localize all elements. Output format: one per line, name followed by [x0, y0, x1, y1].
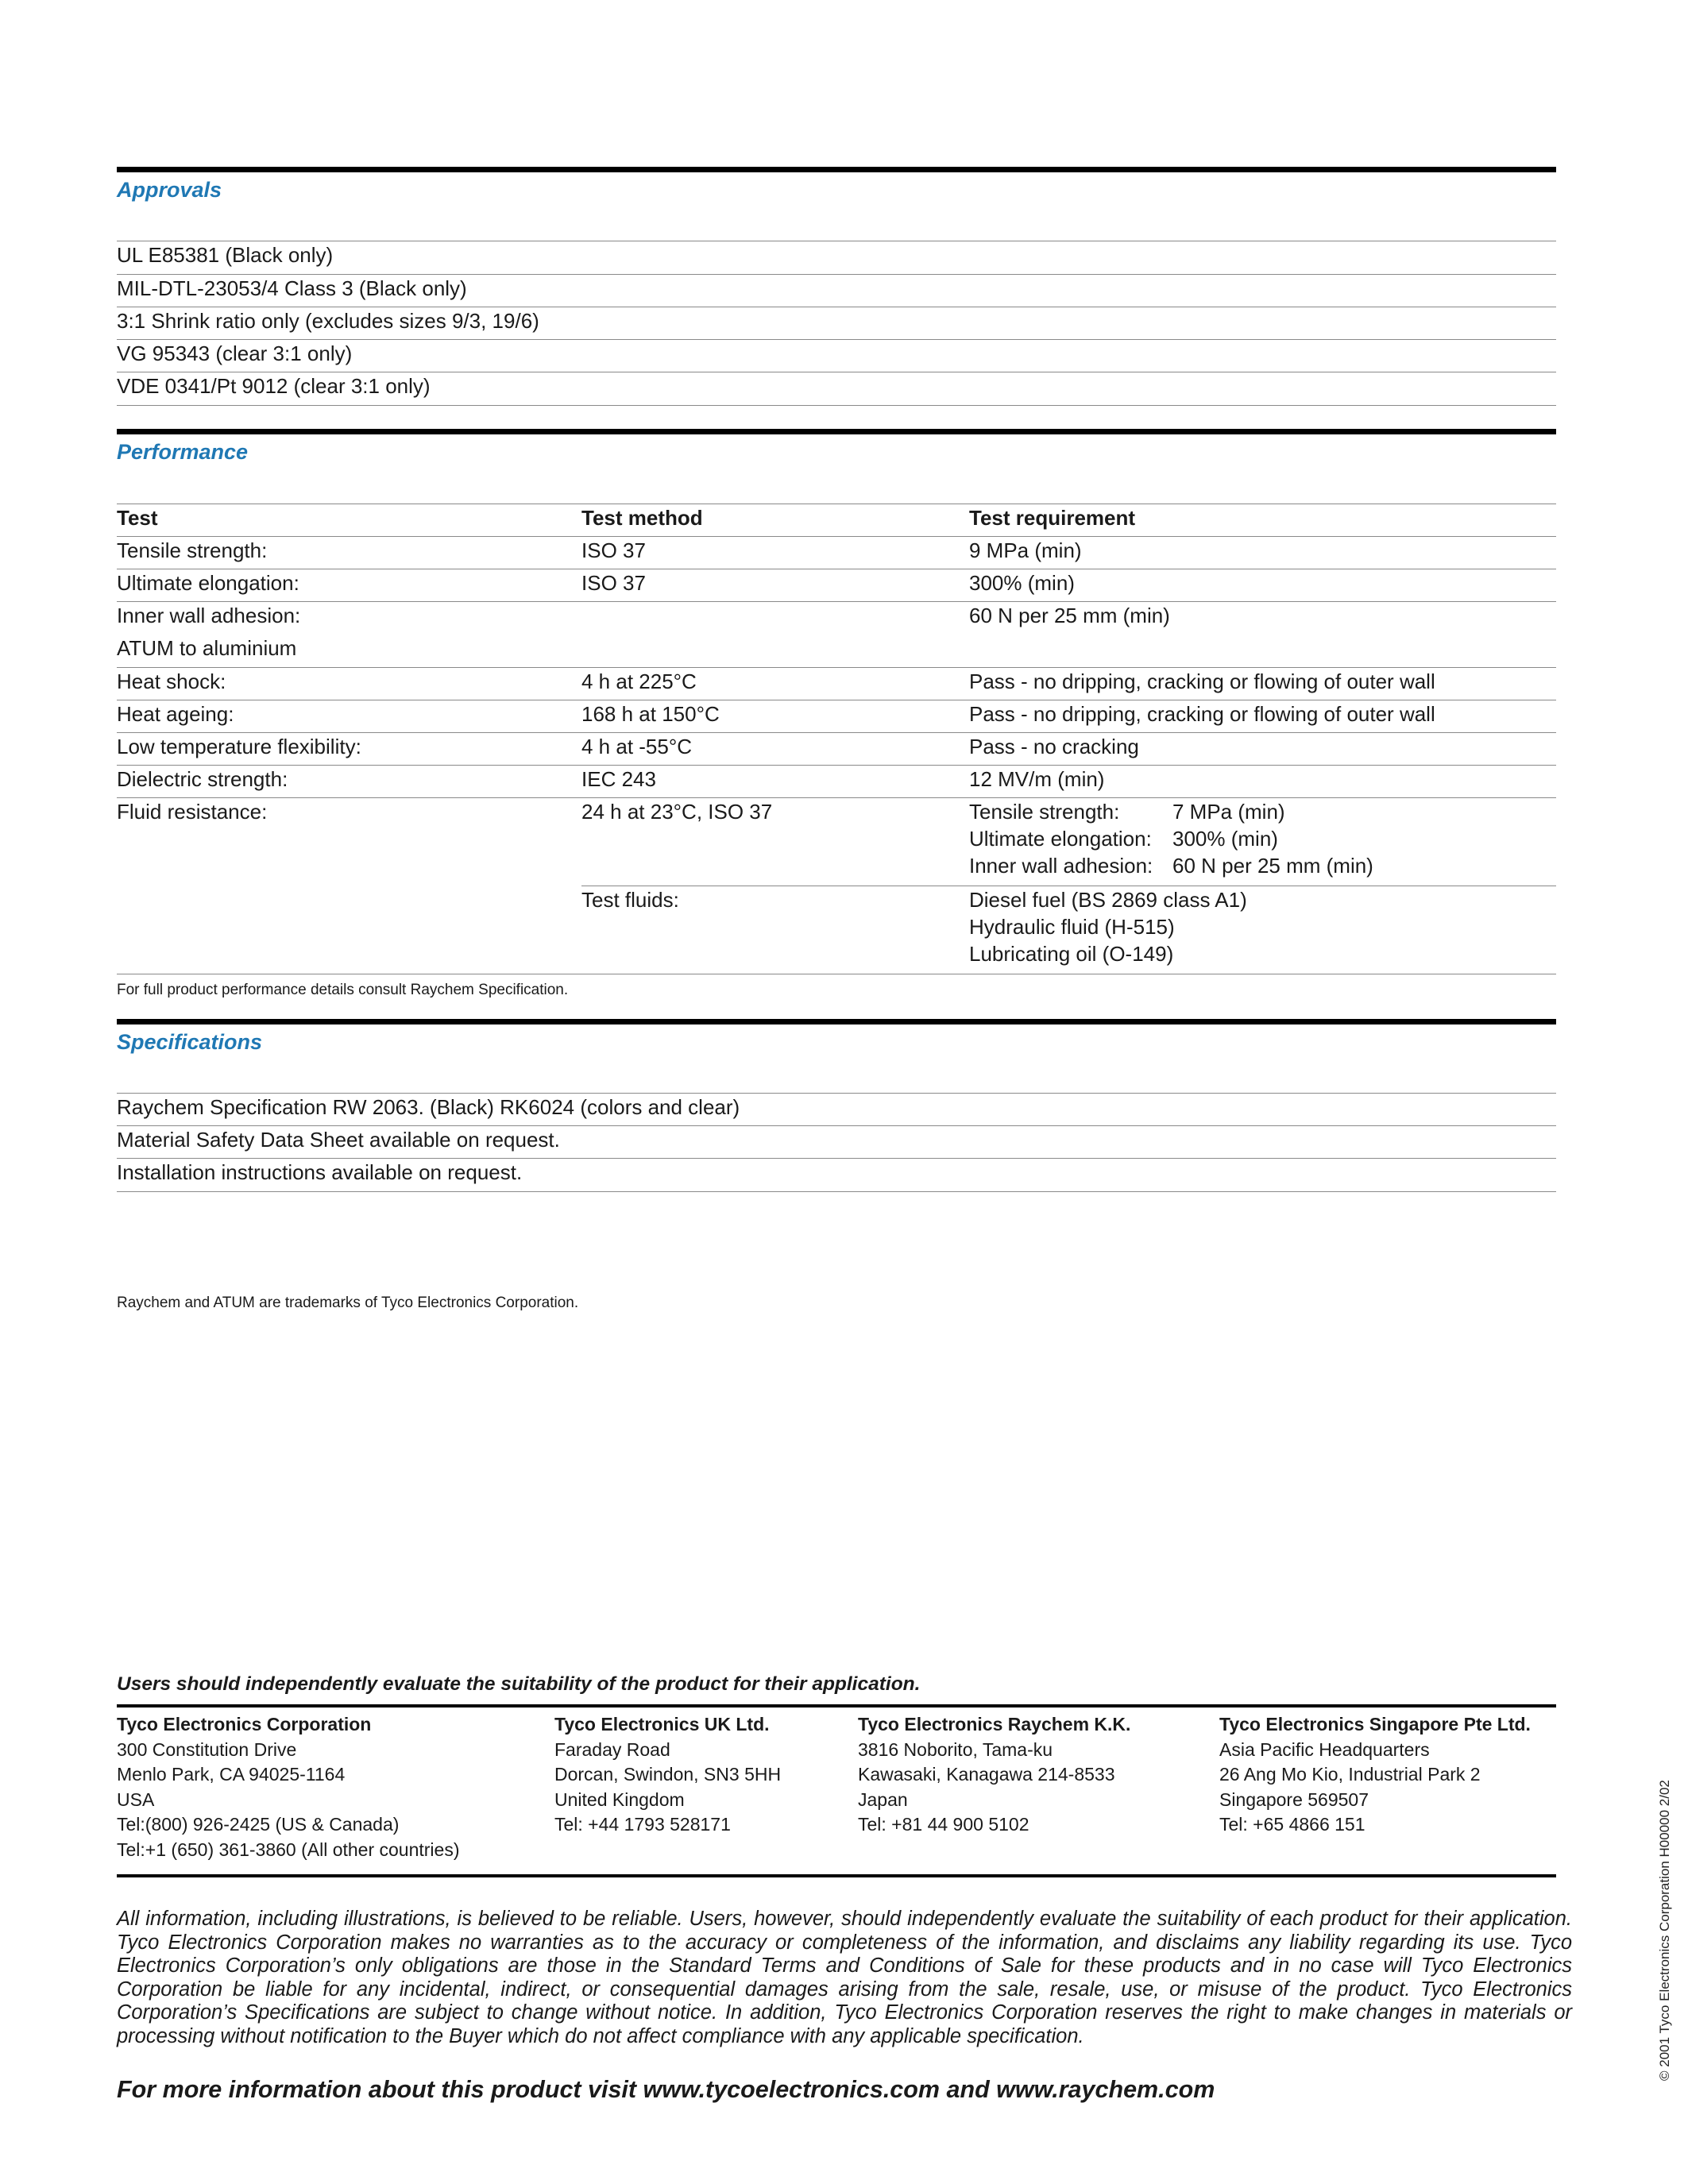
row-test: Low temperature flexibility:: [117, 735, 361, 758]
approval-item: UL E85381 (Black only): [117, 243, 334, 267]
footer-rule: [117, 1704, 1556, 1707]
fluid-requirement-label: Tensile strength:: [969, 800, 1120, 824]
approvals-rule: [117, 167, 1556, 172]
fluid-item: Hydraulic fluid (H-515): [969, 915, 1175, 939]
specifications-heading: Specifications: [117, 1030, 263, 1054]
fluids-label: Test fluids:: [581, 888, 679, 912]
fluid-item: Lubricating oil (O-149): [969, 942, 1174, 966]
office-line: Tel: +44 1793 528171: [554, 1814, 731, 1835]
trademark-note: Raychem and ATUM are trademarks of Tyco Electronics Corporation.: [117, 1295, 579, 1311]
office-name: Tyco Electronics Raychem K.K.: [858, 1714, 1131, 1734]
row-test: Inner wall adhesion:: [117, 604, 301, 627]
office-name: Tyco Electronics UK Ltd.: [554, 1714, 770, 1734]
row-method: ISO 37: [581, 571, 646, 595]
row-requirement: Pass - no cracking: [969, 735, 1139, 758]
row-test: Tensile strength:: [117, 538, 268, 562]
row-test: Heat shock:: [117, 669, 226, 693]
fluid-requirement-value: 60 N per 25 mm (min): [1172, 854, 1373, 878]
row-test: Heat ageing:: [117, 702, 234, 726]
specification-item: Raychem Specification RW 2063. (Black) RK6024 (colors and clear): [117, 1095, 740, 1119]
divider: [117, 405, 1556, 406]
row-requirement: 9 MPa (min): [969, 538, 1082, 562]
column-header-test: Test: [117, 506, 158, 530]
copyright-vertical: © 2001 Tyco Electronics Corporation H00000 2/02: [1657, 1780, 1672, 2081]
office-line: Menlo Park, CA 94025-1164: [117, 1764, 346, 1785]
row-method: 24 h at 23°C, ISO 37: [581, 800, 773, 824]
office-line: 26 Ang Mo Kio, Industrial Park 2: [1219, 1764, 1481, 1785]
row-method: 4 h at 225°C: [581, 669, 697, 693]
divider: [117, 765, 1556, 766]
office-line: Singapore 569507: [1219, 1788, 1369, 1810]
office-line: Faraday Road: [554, 1738, 670, 1760]
divider: [117, 601, 1556, 602]
users-note: Users should independently evaluate the suitability of the product for their application.: [117, 1673, 921, 1695]
performance-note: For full product performance details consult Raychem Specification.: [117, 982, 569, 998]
approval-item: MIL-DTL-23053/4 Class 3 (Black only): [117, 276, 467, 300]
row-test: Dielectric strength:: [117, 767, 288, 791]
office-line: Kawasaki, Kanagawa 214-8533: [858, 1764, 1115, 1785]
fluid-requirement-value: 7 MPa (min): [1172, 800, 1285, 824]
office-line: Tel: +65 4866 151: [1219, 1814, 1365, 1835]
office-line: Tel:+1 (650) 361-3860 (All other countries): [117, 1839, 460, 1860]
office-line: 300 Constitution Drive: [117, 1738, 297, 1760]
row-method: IEC 243: [581, 767, 656, 791]
row-test: Ultimate elongation:: [117, 571, 299, 595]
specification-item: Installation instructions available on request.: [117, 1160, 523, 1184]
fluid-item: Diesel fuel (BS 2869 class A1): [969, 888, 1247, 912]
office-uk: [554, 1712, 781, 1838]
office-name: Tyco Electronics Corporation: [117, 1714, 372, 1734]
performance-heading: Performance: [117, 440, 249, 464]
office-usa: [117, 1712, 460, 1862]
approval-item: 3:1 Shrink ratio only (excludes sizes 9/3, 19/6): [117, 309, 539, 333]
office-line: Tel: +81 44 900 5102: [858, 1814, 1029, 1835]
row-test: Fluid resistance:: [117, 800, 268, 824]
row-requirement: 12 MV/m (min): [969, 767, 1105, 791]
office-line: Asia Pacific Headquarters: [1219, 1738, 1430, 1760]
office-line: Japan: [858, 1788, 908, 1810]
row-requirement: Pass - no dripping, cracking or flowing of outer wall: [969, 702, 1435, 726]
more-info-link[interactable]: For more information about this product visit www.tycoelectronics.com and www.raychem.com: [117, 2076, 1215, 2103]
performance-rule: [117, 429, 1556, 434]
approval-item: VDE 0341/Pt 9012 (clear 3:1 only): [117, 374, 431, 398]
row-method: ISO 37: [581, 538, 646, 562]
office-line: USA: [117, 1788, 155, 1810]
approval-item: VG 95343 (clear 3:1 only): [117, 341, 353, 365]
office-name: Tyco Electronics Singapore Pte Ltd.: [1219, 1714, 1531, 1734]
office-singapore: [1219, 1712, 1531, 1838]
office-line: 3816 Noborito, Tama-ku: [858, 1738, 1053, 1760]
divider: [117, 797, 1556, 798]
row-requirement: Pass - no dripping, cracking or flowing of outer wall: [969, 669, 1435, 693]
office-japan: [858, 1712, 1130, 1838]
footer-rule: [117, 1874, 1556, 1877]
row-method: 168 h at 150°C: [581, 702, 720, 726]
office-line: Tel:(800) 926-2425 (US & Canada): [117, 1814, 400, 1835]
divider: [117, 536, 1556, 537]
column-header-method: Test method: [581, 506, 703, 530]
fluid-requirement-value: 300% (min): [1172, 827, 1278, 851]
disclaimer: All information, including illustrations, is believed to be reliable. Users, however, should independently evaluate the suitability of each product for their application. Tyco Electronics Corporation makes no warranties as to the accuracy or completeness of the information, and disclaims any liability regarding its use. Tyco Electronics Corporation’s only obligations are those in the Standard Terms and Conditions of Sale for these products and in no case will Tyco Electronics Corporation be liable for any incidental, indirect, or consequential damages arising from the sale, resale, use, or misuse of the product. Tyco Electronics Corporation’s Specifications are subject to change without notice. In addition, Tyco Electronics Corporation reserves the right to make changes in materials or processing without notification to the Buyer which do not affect compliance with any applicable specification.: [117, 1908, 1572, 2047]
row-test-detail: ATUM to aluminium: [117, 636, 297, 660]
specifications-rule: [117, 1019, 1556, 1024]
approvals-heading: Approvals: [117, 178, 222, 202]
divider: [117, 1191, 1556, 1192]
office-line: Dorcan, Swindon, SN3 5HH: [554, 1764, 782, 1785]
office-line: United Kingdom: [554, 1788, 685, 1810]
specification-item: Material Safety Data Sheet available on request.: [117, 1128, 560, 1152]
row-requirement: 60 N per 25 mm (min): [969, 604, 1170, 627]
column-header-requirement: Test requirement: [969, 506, 1136, 530]
row-requirement: 300% (min): [969, 571, 1075, 595]
fluid-requirement-label: Ultimate elongation:: [969, 827, 1152, 851]
fluid-requirement-label: Inner wall adhesion:: [969, 854, 1153, 878]
row-method: 4 h at -55°C: [581, 735, 693, 758]
